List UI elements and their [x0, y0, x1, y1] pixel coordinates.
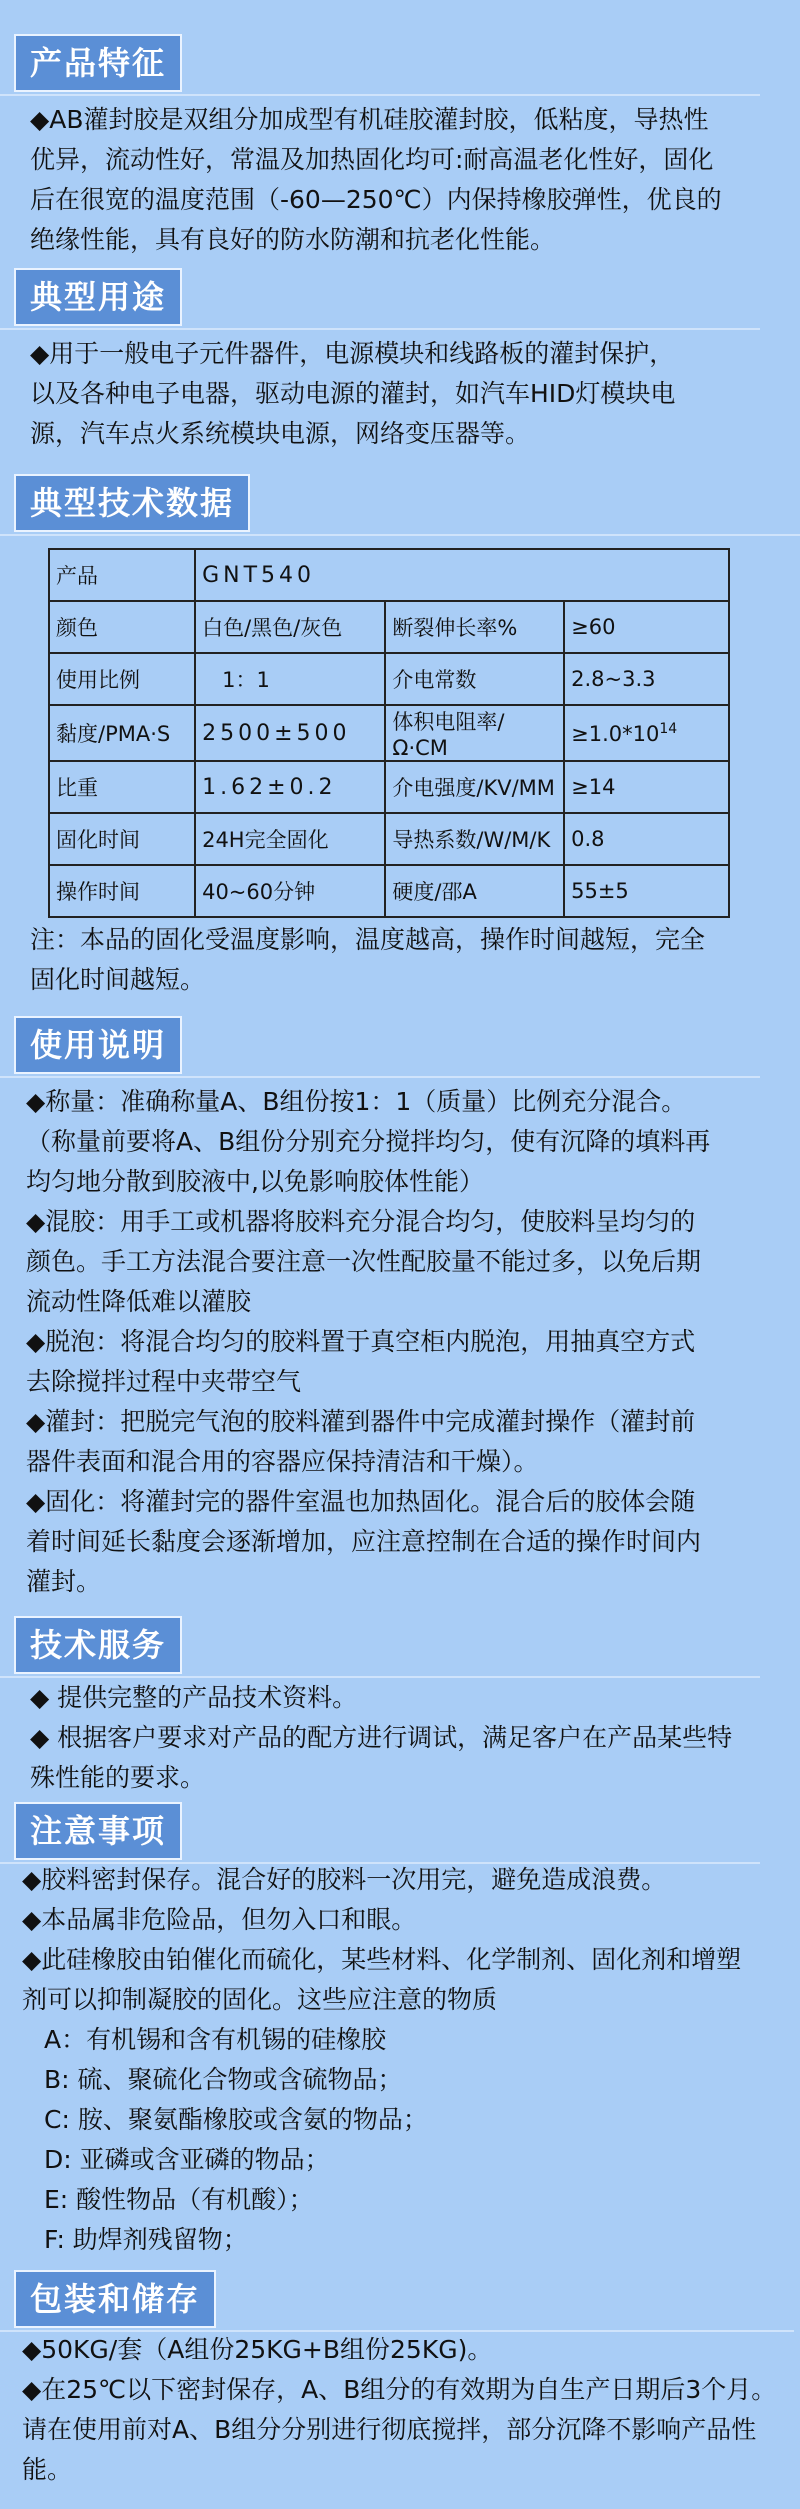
spec-value: 1.62±0.2: [195, 761, 385, 813]
section-title-uses: 典型用途: [14, 268, 182, 326]
features-text: [30, 100, 760, 260]
spec-key: 体积电阻率/Ω·CM: [385, 705, 564, 761]
text-line: ◆混胶：用手工或机器将胶料充分混合均匀，使胶料呈均匀的: [26, 1207, 696, 1236]
packaging-text: [22, 2330, 782, 2490]
list-item: E: 酸性物品（有机酸）；: [44, 2185, 314, 2214]
text-line: ◆用于一般电子元件器件，电源模块和线路板的灌封保护，: [30, 339, 675, 368]
spec-value: 40~60分钟: [195, 865, 385, 917]
text-line: 殊性能的要求。: [30, 1763, 206, 1792]
text-line: ◆此硅橡胶由铂催化而硫化，某些材料、化学制剂、固化剂和增塑: [22, 1945, 742, 1974]
techdata-note: [30, 920, 760, 1000]
section-title-packaging: 包装和储存: [14, 2270, 216, 2328]
text-line: ◆本品属非危险品，但勿入口和眼。: [22, 1905, 417, 1934]
spec-key: 介电常数: [385, 653, 564, 705]
text-line: 固化时间越短。: [30, 965, 206, 994]
list-item: F: 助焊剂残留物；: [44, 2225, 248, 2254]
text-line: ◆ 提供完整的产品技术资料。: [30, 1683, 358, 1712]
list-item: C: 胺、聚氨酯橡胶或含氨的物品；: [44, 2105, 428, 2134]
spec-key: 黏度/PMA·S: [49, 705, 195, 761]
text-line: 去除搅拌过程中夹带空气: [26, 1367, 302, 1396]
spec-key: 比重: [49, 761, 195, 813]
text-line: ◆脱泡：将混合均匀的胶料置于真空柜内脱泡，用抽真空方式: [26, 1327, 696, 1356]
table-row: [49, 865, 729, 917]
section-title-features: 产品特征: [14, 34, 182, 92]
spec-key: 硬度/邵A: [385, 865, 564, 917]
spec-key: 操作时间: [49, 865, 195, 917]
spec-key: 断裂伸长率%: [385, 601, 564, 653]
table-row: [49, 549, 729, 601]
list-item: B: 硫、聚硫化合物或含硫物品；: [44, 2065, 403, 2094]
section-title-service: 技术服务: [14, 1616, 182, 1674]
spec-key: 产品: [49, 549, 195, 601]
table-row: [49, 761, 729, 813]
spec-key: 介电强度/KV/MM: [385, 761, 564, 813]
list-item: D: 亚磷或含亚磷的物品；: [44, 2145, 330, 2174]
text-line: 绝缘性能，具有良好的防水防潮和抗老化性能。: [30, 225, 556, 254]
spec-key: 颜色: [49, 601, 195, 653]
list-item: A：有机锡和含有机锡的硅橡胶: [44, 2025, 387, 2054]
section-title-instructions: 使用说明: [14, 1016, 182, 1074]
table-row: [49, 705, 729, 761]
spec-value: 0.8: [564, 813, 729, 865]
spec-value: 2500±500: [195, 705, 385, 761]
text-line: ◆50KG/套（A组份25KG+B组份25KG)。: [22, 2335, 493, 2364]
text-line: 注：本品的固化受温度影响，温度越高，操作时间越短，完全: [30, 925, 706, 954]
spec-value: ≥1.0*10: [571, 721, 660, 746]
text-line: 源，汽车点火系统模块电源，网络变压器等。: [30, 419, 531, 448]
text-line: ◆AB灌封胶是双组分加成型有机硅胶灌封胶，低粘度，导热性: [30, 105, 709, 134]
service-text: [30, 1678, 790, 1798]
notes-text: [22, 1860, 782, 2260]
spec-value: 2.8~3.3: [564, 653, 729, 705]
spec-key: 使用比例: [49, 653, 195, 705]
exponent: 14: [659, 720, 678, 737]
text-line: ◆灌封：把脱完气泡的胶料灌到器件中完成灌封操作（灌封前: [26, 1407, 696, 1436]
text-line: 灌封。: [26, 1567, 102, 1596]
text-line: 能。: [22, 2455, 73, 2484]
spec-key: 固化时间: [49, 813, 195, 865]
text-line: ◆胶料密封保存。混合好的胶料一次用完，避免造成浪费。: [22, 1865, 667, 1894]
text-line: 均匀地分散到胶液中,以免影响胶体性能）: [26, 1167, 484, 1196]
text-line: 着时间延长黏度会逐渐增加，应注意控制在合适的操作时间内: [26, 1527, 702, 1556]
table-row: [49, 601, 729, 653]
text-line: ◆在25℃以下密封保存，A、B组分的有效期为自生产日期后3个月。: [22, 2375, 777, 2404]
spec-value: 24H完全固化: [195, 813, 385, 865]
text-line: 后在很宽的温度范围（-60—250℃）内保持橡胶弹性，优良的: [30, 185, 722, 214]
text-line: 流动性降低难以灌胶: [26, 1287, 252, 1316]
spec-value-volume-resistivity: [564, 705, 729, 761]
text-line: ◆称量：准确称量A、B组份按1：1（质量）比例充分混合。: [26, 1087, 687, 1116]
text-line: （称量前要将A、B组份分别充分搅拌均匀，使有沉降的填料再: [26, 1127, 711, 1156]
text-line: 优异，流动性好，常温及加热固化均可:耐高温老化性好，固化: [30, 145, 714, 174]
spec-value: 55±5: [564, 865, 729, 917]
text-line: 器件表面和混合用的容器应保持清洁和干燥）。: [26, 1447, 539, 1476]
table-row: [49, 813, 729, 865]
text-line: 请在使用前对A、B组分分别进行彻底搅拌，部分沉降不影响产品性: [22, 2415, 757, 2444]
spec-value: ≥14: [564, 761, 729, 813]
spec-value: ≥60: [564, 601, 729, 653]
uses-text: [30, 334, 760, 454]
text-line: 以及各种电子电器，驱动电源的灌封，如汽车HID灯模块电: [30, 379, 676, 408]
text-line: 颜色。手工方法混合要注意一次性配胶量不能过多，以免后期: [26, 1247, 702, 1276]
text-line: ◆固化：将灌封完的器件室温也加热固化。混合后的胶体会随: [26, 1487, 696, 1516]
spec-table: [48, 548, 730, 918]
section-title-notes: 注意事项: [14, 1802, 182, 1860]
spec-value: GNT540: [195, 549, 729, 601]
table-row: [49, 653, 729, 705]
spec-value: 白色/黑色/灰色: [195, 601, 385, 653]
text-line: 剂可以抑制凝胶的固化。这些应注意的物质: [22, 1985, 498, 2014]
section-title-techdata: 典型技术数据: [14, 474, 250, 532]
text-line: ◆ 根据客户要求对产品的配方进行调试，满足客户在产品某些特: [30, 1723, 733, 1752]
instructions-text: [26, 1082, 786, 1602]
spec-value: 1：1: [195, 653, 385, 705]
spec-key: 导热系数/W/M/K: [385, 813, 564, 865]
